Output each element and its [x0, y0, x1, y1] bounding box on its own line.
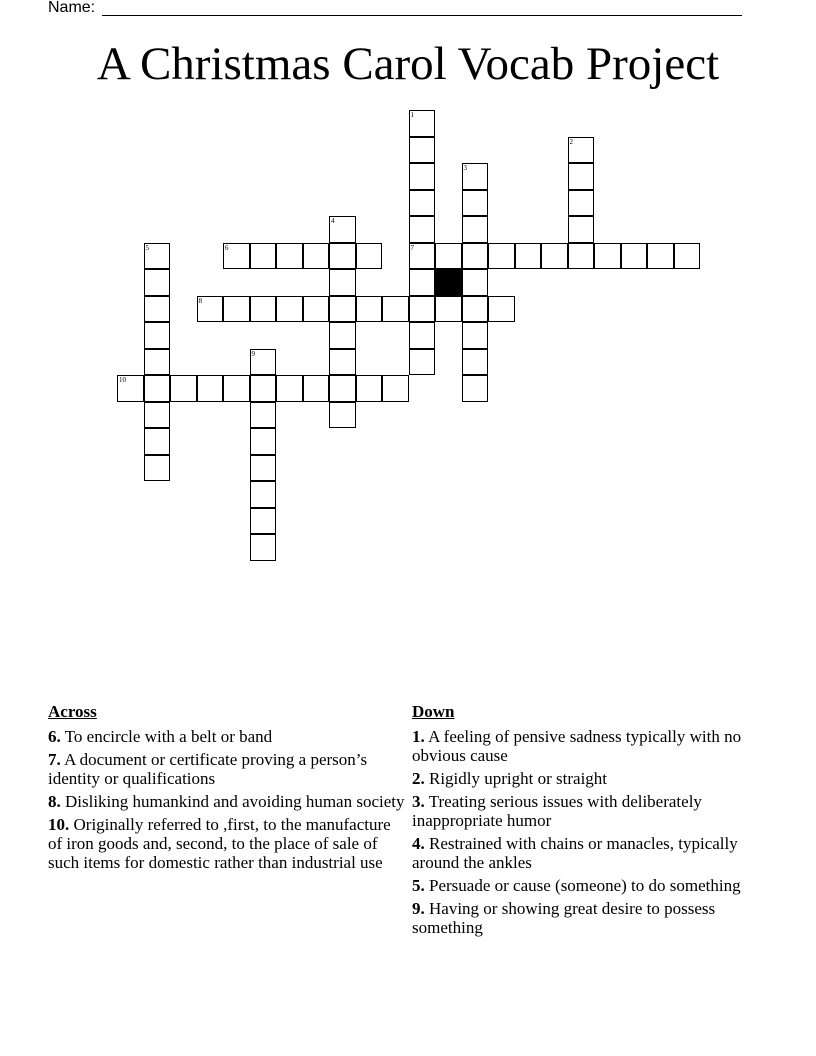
- clue-number: 10.: [48, 815, 70, 834]
- grid-cell[interactable]: [462, 163, 489, 190]
- grid-cell[interactable]: [594, 243, 621, 270]
- grid-cell[interactable]: [674, 243, 701, 270]
- grid-cell[interactable]: [462, 216, 489, 243]
- grid-cell[interactable]: [144, 349, 171, 376]
- grid-cell[interactable]: [250, 296, 277, 323]
- clue-text: Persuade or cause (someone) to do something: [429, 876, 741, 895]
- clue-number: 4.: [412, 834, 425, 853]
- grid-cell[interactable]: [303, 243, 330, 270]
- grid-cell[interactable]: [621, 243, 648, 270]
- clue-down-3: [412, 792, 757, 830]
- grid-cell[interactable]: [435, 243, 462, 270]
- grid-cell[interactable]: [250, 455, 277, 482]
- clue-down-9: [412, 899, 757, 937]
- grid-cell[interactable]: [303, 296, 330, 323]
- cell-number: 10: [119, 376, 126, 384]
- grid-cell[interactable]: [223, 243, 250, 270]
- clue-text: Having or showing great desire to possess something: [412, 899, 716, 937]
- cell-number: 9: [251, 349, 255, 358]
- grid-cell[interactable]: [250, 375, 277, 402]
- grid-cell[interactable]: [409, 296, 436, 323]
- grid-cell[interactable]: [117, 375, 144, 402]
- cell-number: 4: [331, 217, 335, 225]
- shaded-cell: [435, 269, 462, 296]
- clue-number: 6.: [48, 727, 61, 746]
- grid-cell[interactable]: [250, 243, 277, 270]
- grid-cell[interactable]: [568, 137, 595, 164]
- clue-across-7: [48, 750, 408, 788]
- grid-cell[interactable]: [541, 243, 568, 270]
- clue-across-10: [48, 815, 408, 872]
- grid-cell[interactable]: [144, 375, 171, 402]
- clue-number: 3.: [412, 792, 425, 811]
- grid-cell[interactable]: [144, 269, 171, 296]
- cell-number: 3: [463, 164, 467, 172]
- grid-cell[interactable]: [329, 402, 356, 429]
- grid-cell[interactable]: [647, 243, 674, 270]
- across-clues: [48, 702, 408, 876]
- grid-cell[interactable]: [462, 322, 489, 349]
- grid-cell[interactable]: [303, 375, 330, 402]
- grid-cell[interactable]: [329, 322, 356, 349]
- clue-text: Disliking humankind and avoiding human society: [65, 792, 405, 811]
- grid-cell[interactable]: [409, 137, 436, 164]
- grid-cell[interactable]: [435, 296, 462, 323]
- grid-cell[interactable]: [409, 163, 436, 190]
- clue-down-5: [412, 876, 757, 895]
- clue-text: A document or certificate proving a person’s identity or qualifications: [48, 750, 368, 788]
- grid-cell[interactable]: [144, 322, 171, 349]
- grid-cell[interactable]: [382, 296, 409, 323]
- grid-cell[interactable]: [462, 296, 489, 323]
- clue-text: To encircle with a belt or band: [64, 727, 273, 746]
- grid-cell[interactable]: [144, 455, 171, 482]
- across-heading: Across: [48, 702, 97, 721]
- clue-number: 5.: [412, 876, 425, 895]
- cell-number: 5: [145, 243, 149, 252]
- clue-text: Restrained with chains or manacles, typically around the ankles: [412, 834, 738, 872]
- clue-number: 7.: [48, 750, 61, 769]
- grid-cell[interactable]: [488, 243, 515, 270]
- grid-cell[interactable]: [144, 296, 171, 323]
- name-label: Name:: [48, 0, 96, 16]
- grid-cell[interactable]: [462, 349, 489, 376]
- grid-cell[interactable]: [515, 243, 542, 270]
- grid-cell[interactable]: [144, 243, 171, 270]
- clue-down-2: [412, 769, 757, 788]
- grid-cell[interactable]: [462, 190, 489, 217]
- clue-text: A feeling of pensive sadness typically with no obvious cause: [412, 727, 742, 765]
- down-clues: [412, 702, 757, 941]
- grid-cell[interactable]: [250, 428, 277, 455]
- grid-cell[interactable]: [382, 375, 409, 402]
- grid-cell[interactable]: [409, 216, 436, 243]
- clue-number: 1.: [412, 727, 425, 746]
- grid-cell[interactable]: [356, 243, 383, 270]
- grid-cell[interactable]: [409, 349, 436, 376]
- grid-cell[interactable]: [329, 243, 356, 270]
- grid-cell[interactable]: [356, 296, 383, 323]
- grid-cell[interactable]: [250, 481, 277, 508]
- grid-cell[interactable]: [488, 296, 515, 323]
- grid-cell[interactable]: [144, 428, 171, 455]
- grid-cell[interactable]: [409, 243, 436, 270]
- grid-cell[interactable]: [329, 296, 356, 323]
- clue-number: 9.: [412, 899, 425, 918]
- grid-cell[interactable]: [356, 375, 383, 402]
- grid-cell[interactable]: [144, 402, 171, 429]
- clue-across-8: [48, 792, 408, 811]
- grid-cell[interactable]: [462, 375, 489, 402]
- clue-text: Treating serious issues with deliberately inappropriate humor: [412, 792, 702, 830]
- grid-cell[interactable]: [329, 375, 356, 402]
- grid-cell[interactable]: [250, 402, 277, 429]
- grid-cell[interactable]: [568, 190, 595, 217]
- clue-number: 8.: [48, 792, 61, 811]
- grid-cell[interactable]: [170, 375, 197, 402]
- grid-cell[interactable]: [276, 296, 303, 323]
- grid-cell[interactable]: [197, 375, 224, 402]
- down-heading: Down: [412, 702, 455, 721]
- grid-cell[interactable]: [329, 349, 356, 376]
- grid-cell[interactable]: [276, 243, 303, 270]
- clue-down-1: [412, 727, 757, 765]
- clue-text: Rigidly upright or straight: [429, 769, 608, 788]
- grid-cell[interactable]: [250, 534, 277, 561]
- clue-across-6: [48, 727, 408, 746]
- grid-cell[interactable]: [276, 375, 303, 402]
- grid-cell[interactable]: [250, 508, 277, 535]
- grid-cell[interactable]: [223, 296, 250, 323]
- grid-cell[interactable]: [409, 190, 436, 217]
- grid-cell[interactable]: [409, 269, 436, 296]
- grid-cell[interactable]: [197, 296, 224, 323]
- clue-down-4: [412, 834, 757, 872]
- grid-cell[interactable]: [409, 110, 436, 137]
- grid-cell[interactable]: [462, 243, 489, 270]
- cell-number: 7: [410, 243, 414, 252]
- clue-number: 2.: [412, 769, 425, 788]
- grid-cell[interactable]: [568, 243, 595, 270]
- grid-cell[interactable]: [250, 349, 277, 376]
- cell-number: 8: [198, 296, 202, 305]
- cell-number: 2: [569, 137, 573, 146]
- grid-cell[interactable]: [409, 322, 436, 349]
- grid-cell[interactable]: [462, 269, 489, 296]
- page-title: A Christmas Carol Vocab Project: [96, 38, 720, 90]
- grid-cell[interactable]: [329, 269, 356, 296]
- grid-cell[interactable]: [568, 216, 595, 243]
- grid-cell[interactable]: [568, 163, 595, 190]
- grid-cell[interactable]: [329, 216, 356, 243]
- clue-text: Originally referred to ,first, to the manufacture of iron goods and, second, to the place of sale of such items for domestic rather than industrial use: [48, 815, 391, 872]
- cell-number: 1: [410, 111, 414, 119]
- grid-cell[interactable]: [223, 375, 250, 402]
- cell-number: 6: [225, 243, 229, 252]
